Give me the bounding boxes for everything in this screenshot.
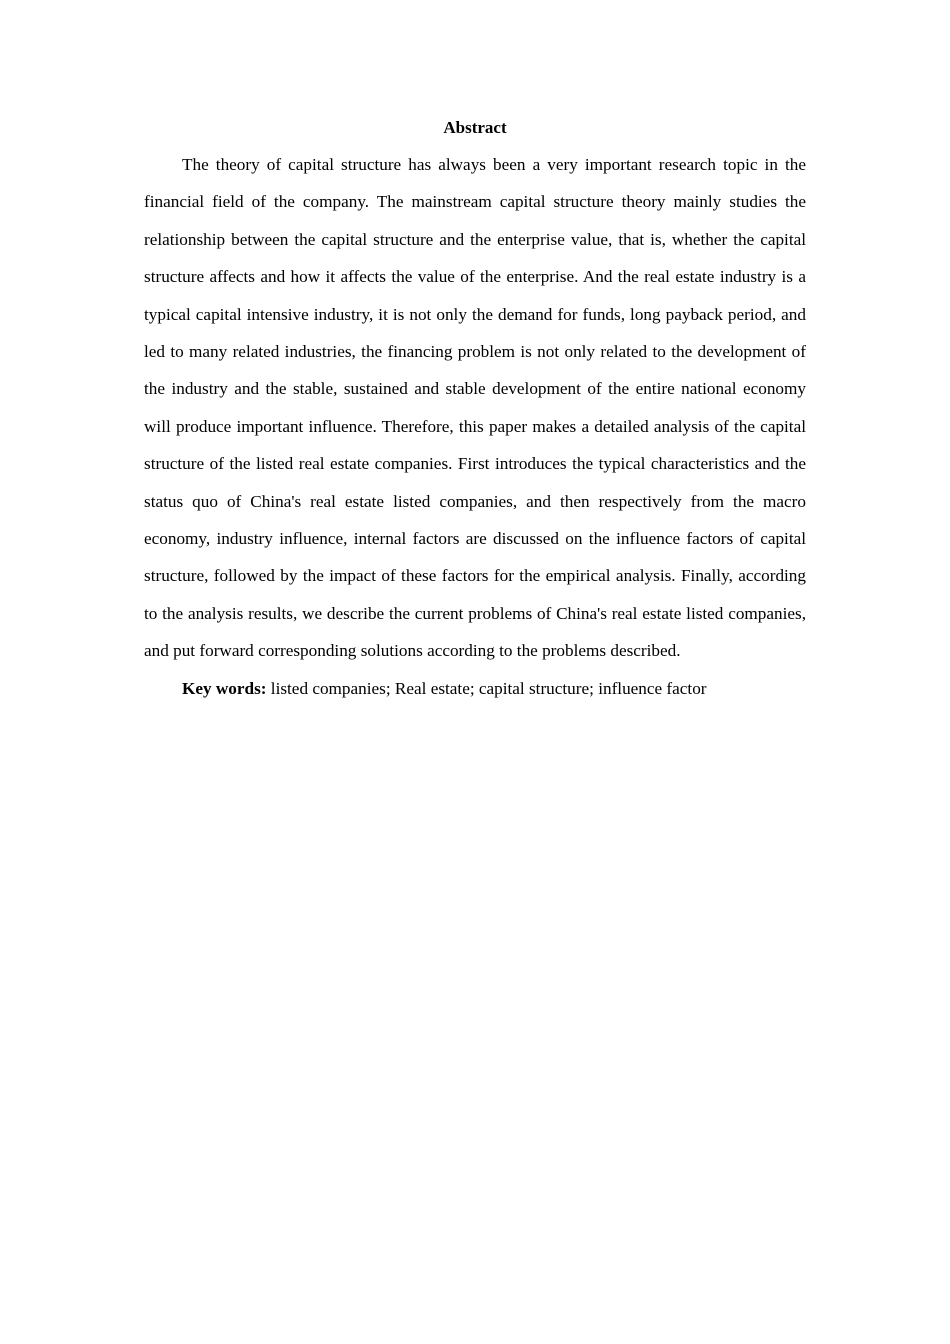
abstract-paragraph: The theory of capital structure has always been a very important research topic in the financial field of the company. The mainstream capital structure theory mainly studies the relationship between the capital structure and the enterprise value, that is, whether the capital structure affects and how it affects the value of the enterprise. And the real estate industry is a typical capital intensive industry, it is not only the demand for funds, long payback period, and led to many related industries, the financing problem is not only related to the development of the industry and the stable, sustained and stable development of the entire national economy will produce important influence. Therefore, this paper makes a detailed analysis of the capital structure of the listed real estate companies. First introduces the typical characteristics and the status quo of China's real estate listed companies, and then respectively from the macro economy, industry influence, internal factors are discussed on the influence factors of capital structure, followed by the impact of these factors for the empirical analysis. Finally, according to the analysis results, we describe the current problems of China's real estate listed companies, and put forward corresponding solutions according to the problems described. bbox=[144, 155, 806, 661]
keywords-text: listed companies; Real estate; capital structure; influence factor bbox=[266, 678, 707, 698]
abstract-title: Abstract bbox=[443, 118, 507, 137]
keywords-line bbox=[144, 670, 806, 707]
abstract-section bbox=[144, 110, 806, 707]
keywords-label: Key words: bbox=[182, 678, 267, 698]
